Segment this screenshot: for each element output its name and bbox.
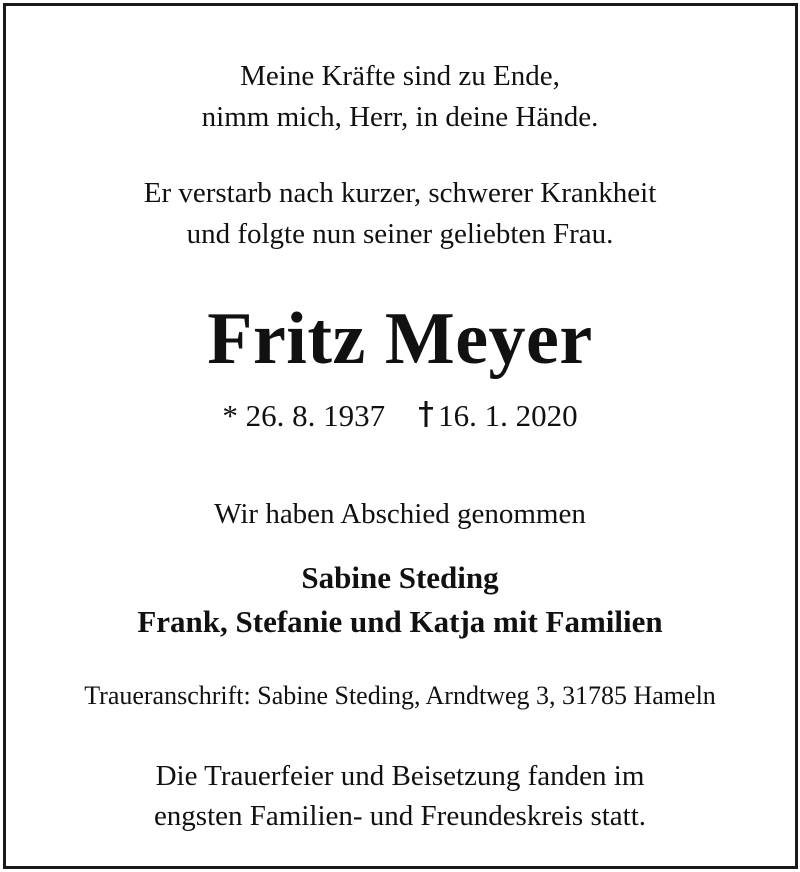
verse: [0, 56, 800, 138]
mourners-line-1: Sabine Steding: [301, 560, 499, 595]
verse-line-1: Meine Kräfte sind zu Ende,: [240, 60, 560, 92]
farewell-text: Wir haben Abschied genommen: [214, 498, 586, 530]
birth-date: * 26. 8. 1937: [222, 398, 386, 433]
death-date: 16. 1. 2020: [438, 398, 578, 433]
mourners: [0, 556, 800, 644]
intro-line-1: Er verstarb nach kurzer, schwerer Krankheit: [143, 177, 657, 209]
intro-line-2: und folgte nun seiner geliebten Frau.: [186, 218, 614, 250]
life-dates: [0, 393, 800, 439]
latin-cross-icon: [417, 399, 435, 429]
ceremony-line-1: Die Trauerfeier und Beisetzung fanden im: [155, 760, 645, 792]
mourners-line-2: Frank, Stefanie und Katja mit Familien: [137, 604, 663, 639]
ceremony-line-2: engsten Familien- und Freundeskreis statt.: [153, 800, 647, 832]
ceremony-note: [0, 756, 800, 836]
deceased-name: Fritz Meyer: [207, 298, 593, 380]
intro-text: [0, 173, 800, 255]
mourning-address: Traueranschrift: Sabine Steding, Arndtweg 3, 31785 Hameln: [84, 681, 716, 710]
verse-line-2: nimm mich, Herr, in deine Hände.: [201, 101, 599, 133]
